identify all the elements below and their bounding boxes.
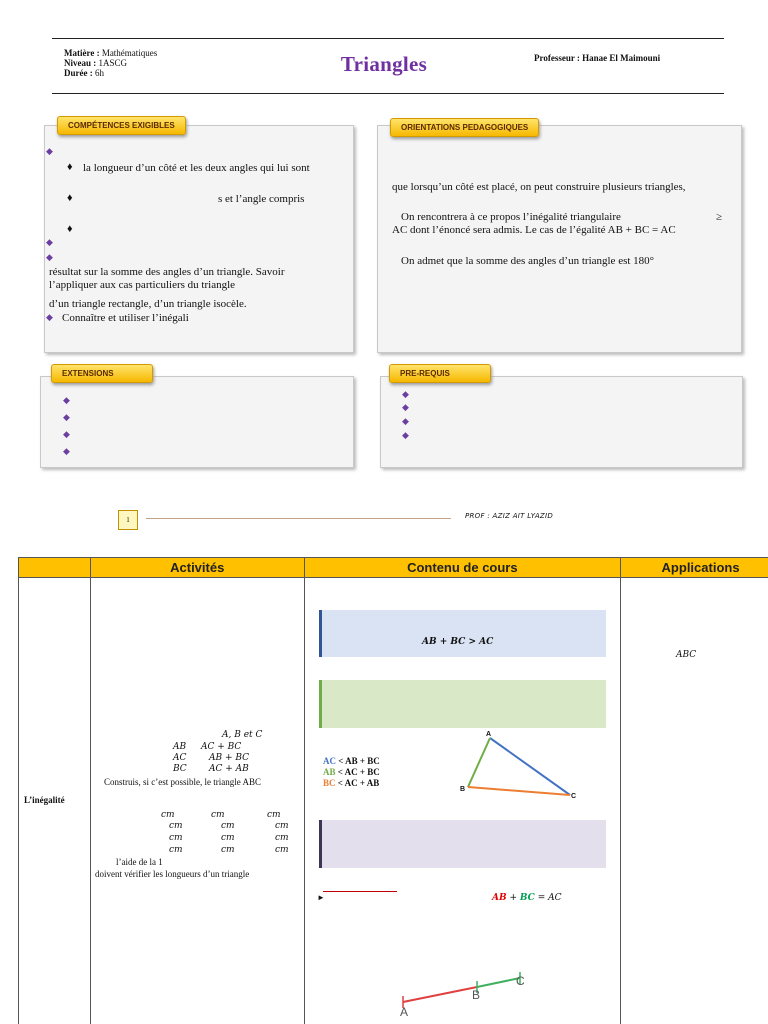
side-bc xyxy=(468,787,570,795)
triangle-figure xyxy=(455,728,585,806)
extensions-card xyxy=(40,376,354,468)
vertex-a-label: A xyxy=(486,731,492,738)
cm-unit: cm xyxy=(169,845,183,855)
lavender-box xyxy=(319,820,606,868)
header-top-rule xyxy=(52,38,724,39)
matiere-label: Matière : xyxy=(64,48,100,58)
cm-unit: cm xyxy=(211,810,225,820)
segment-bc xyxy=(477,978,520,987)
teacher-name: Professeur : Hanae El Maimouni xyxy=(534,53,661,63)
bullet-icon: ♦ xyxy=(67,161,73,173)
footer-rule xyxy=(146,518,451,519)
cm-unit: cm xyxy=(169,821,183,831)
green-box xyxy=(319,680,606,728)
orientation-line-3: AC dont l’énoncé sera admis. Le cas de l’égalité AB + BC = AC xyxy=(392,224,676,236)
points-label: A, B et C xyxy=(222,730,263,740)
cond-ac-sum: AB + BC xyxy=(209,753,250,763)
bullet-icon: ♦ xyxy=(67,223,73,235)
cm-unit: cm xyxy=(221,845,235,855)
theorem-box xyxy=(319,610,606,657)
bullet-diamond-icon: ◆ xyxy=(402,389,409,399)
activity-conclusion: doivent vérifier les longueurs d’un triangle xyxy=(95,869,250,879)
activites-cell xyxy=(90,578,304,1024)
orientation-line-2: On rencontrera à ce propos l’inégalité triangulaire xyxy=(401,211,621,223)
ineq2-side: AB xyxy=(323,767,336,777)
header-activites: Activités xyxy=(90,558,304,578)
inequality-3 xyxy=(323,778,380,789)
eq-plus: + xyxy=(509,893,518,903)
bullet-diamond-icon: ◆ xyxy=(402,430,409,440)
author-signature: PROF : AZIZ AIT LYAZID xyxy=(465,512,554,520)
cond-bc-sum: AC + AB xyxy=(209,764,249,774)
applications-cell xyxy=(621,578,768,1024)
competence-line-3: résultat sur la somme des angles d’un triangle. Savoir xyxy=(49,266,285,278)
vertex-b-label: B xyxy=(460,786,466,793)
eq-bc: BC xyxy=(519,893,535,903)
competence-line-6: Connaître et utiliser l’inégali xyxy=(62,312,189,324)
bullet-diamond-icon: ◆ xyxy=(46,146,53,156)
orientation-line-2-symbol: ≥ xyxy=(716,211,723,223)
header-empty xyxy=(19,558,91,578)
equality-formula xyxy=(492,893,562,903)
cond-ab-sum: AC + BC xyxy=(201,742,242,752)
cm-unit: cm xyxy=(267,810,281,820)
cm-unit: cm xyxy=(161,810,175,820)
bullet-diamond-icon: ◆ xyxy=(402,416,409,426)
cm-unit: cm xyxy=(221,821,235,831)
prerequis-card xyxy=(380,376,743,468)
bullet-diamond-icon: ◆ xyxy=(63,395,70,405)
bullet-icon: ♦ xyxy=(67,192,73,204)
bullet-diamond-icon: ◆ xyxy=(63,429,70,439)
side-ab xyxy=(468,738,490,787)
bullet-diamond-icon: ◆ xyxy=(46,252,53,262)
cm-unit: cm xyxy=(275,821,289,831)
duree-value: 6h xyxy=(95,68,104,78)
page-title: Triangles xyxy=(340,52,428,76)
competences-tab: COMPÉTENCES EXIGIBLES xyxy=(57,116,186,135)
activity-instruction: Construis, si c’est possible, le triangle ABC xyxy=(104,777,261,787)
bullet-diamond-icon: ◆ xyxy=(46,312,53,322)
ineq2-rest: < AC + BC xyxy=(337,767,380,777)
eq-ab: AB xyxy=(492,893,507,903)
activity-hint: l’aide de la 1 xyxy=(116,857,163,867)
page-number: 1 xyxy=(118,510,138,530)
row-label: L’inégalité xyxy=(24,795,65,805)
segment-point-a-label: A xyxy=(400,1005,409,1019)
ineq3-rest: < AC + AB xyxy=(337,778,380,788)
arrow-right-icon: ► xyxy=(317,893,325,902)
segment-point-b-label: B xyxy=(472,988,481,1002)
prerequis-tab: PRE-REQUIS xyxy=(389,364,491,383)
cm-unit: cm xyxy=(221,833,235,843)
header-applications: Applications xyxy=(621,558,768,578)
niveau-value: 1ASCG xyxy=(98,58,128,68)
collinear-points-figure xyxy=(395,960,540,1024)
cm-unit: cm xyxy=(275,845,289,855)
bullet-diamond-icon: ◆ xyxy=(63,412,70,422)
cond-ab: AB xyxy=(173,742,187,752)
orientation-line-4: On admet que la somme des angles d’un triangle est 180° xyxy=(401,255,655,267)
bullet-diamond-icon: ◆ xyxy=(46,237,53,247)
ineq1-side: AC xyxy=(323,756,336,766)
bullet-diamond-icon: ◆ xyxy=(402,402,409,412)
inequality-list xyxy=(323,756,380,789)
competence-line-5: d’un triangle rectangle, d’un triangle isocèle. xyxy=(49,298,247,310)
inequality-2 xyxy=(323,767,380,778)
side-ac xyxy=(490,738,570,795)
orientations-card xyxy=(377,125,742,353)
orientation-line-1: que lorsqu’un côté est placé, on peut construire plusieurs triangles, xyxy=(392,181,686,193)
ineq3-side: BC xyxy=(323,778,336,788)
red-underline xyxy=(323,891,397,892)
applications-triangle-name: ABC xyxy=(676,650,697,660)
triangle-inequality-formula: AB + BC > AC xyxy=(422,637,494,647)
table-header-row xyxy=(19,558,768,578)
cond-ac: AC xyxy=(173,753,187,763)
competence-line-2: s et l’angle compris xyxy=(218,193,305,205)
eq-rest: = AC xyxy=(537,893,562,903)
bullet-diamond-icon: ◆ xyxy=(63,446,70,456)
duree-label: Durée : xyxy=(64,68,93,78)
ineq1-rest: < AB + BC xyxy=(338,756,380,766)
header-bottom-rule xyxy=(52,93,724,94)
cond-bc: BC xyxy=(173,764,187,774)
vertex-c-label: C xyxy=(571,793,577,800)
orientations-tab: ORIENTATIONS PEDAGOGIQUES xyxy=(390,118,539,137)
inequality-1 xyxy=(323,756,380,767)
extensions-tab: EXTENSIONS xyxy=(51,364,153,383)
cm-unit: cm xyxy=(169,833,183,843)
header-contenu: Contenu de cours xyxy=(304,558,621,578)
cm-unit: cm xyxy=(275,833,289,843)
segment-ab xyxy=(403,987,477,1002)
competence-line-4: l’appliquer aux cas particuliers du triangle xyxy=(49,279,236,291)
niveau-label: Niveau : xyxy=(64,58,97,68)
competence-line-1: la longueur d’un côté et les deux angles qui lui sont xyxy=(83,162,310,174)
matiere-value: Mathématiques xyxy=(101,48,158,58)
segment-point-c-label: C xyxy=(516,974,525,988)
